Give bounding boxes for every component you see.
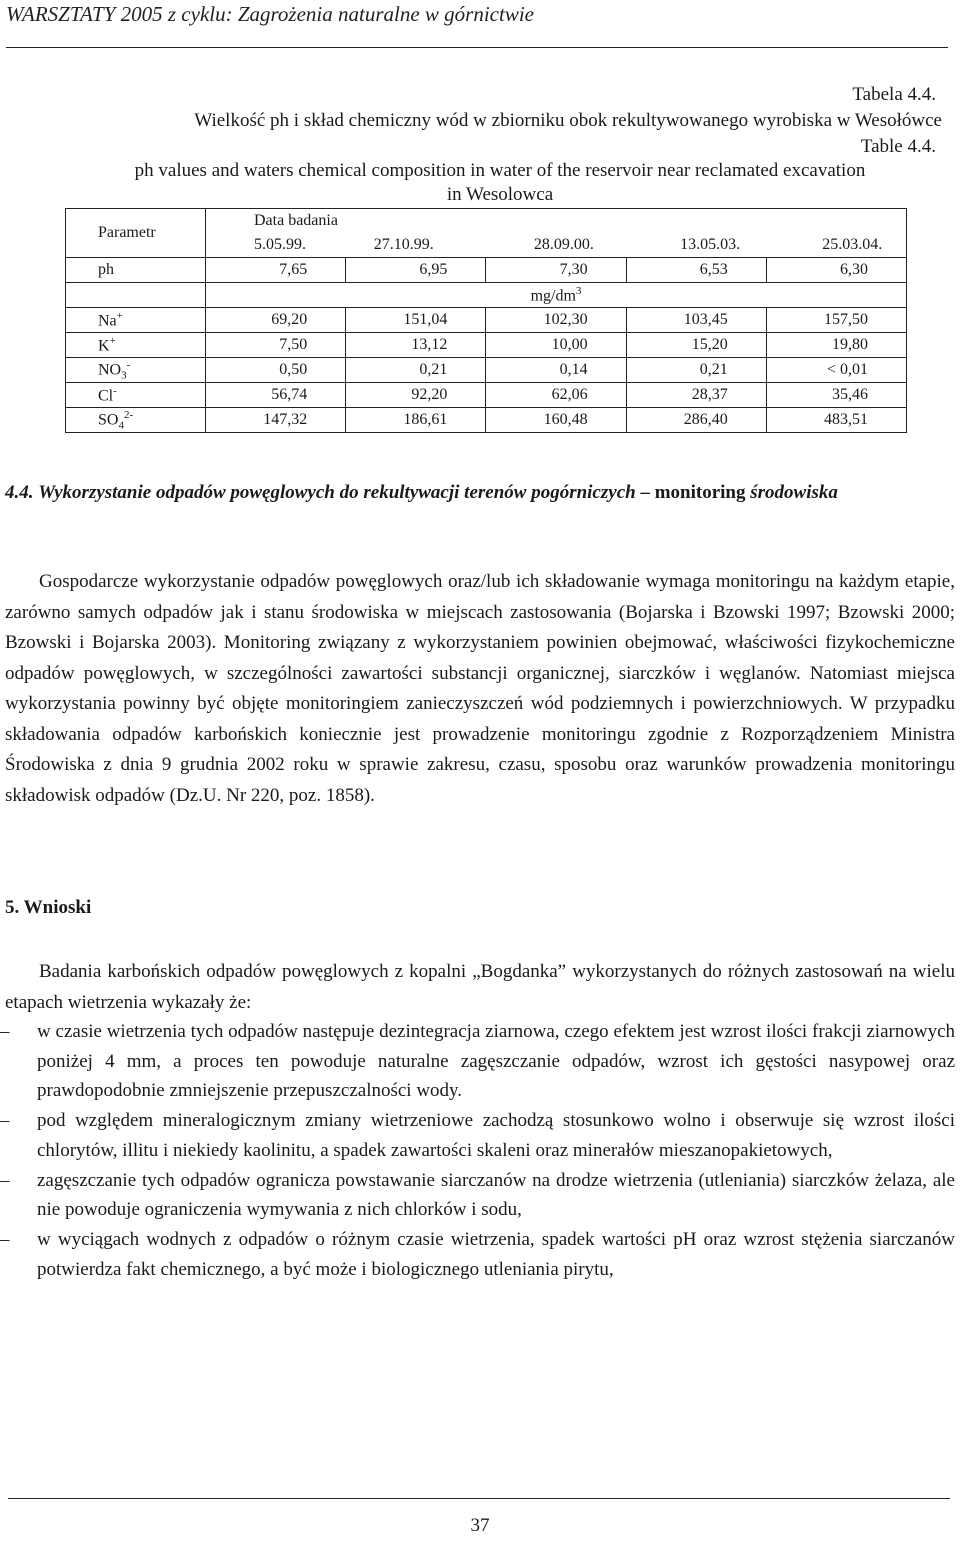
table-cell: 160,48 <box>486 408 626 433</box>
section-paragraph: Gospodarcze wykorzystanie odpadów powęglowych oraz/lub ich składowanie wymaga monitoringu na każdym etapie, zarówno samych odpadów jak i stanu środowiska w miejscach zastosowania (Bojarska i Bzowski 1997; Bzowski 2000; Bzowski i Bojarska 2003). Monitoring związany z wykorzystaniem powinien obejmować, właściwości fizykochemiczne odpadów powęglowych, w szczególności zawartości substancji organicznej, siarczków i węglanów. Natomiast miejsca wykorzystania powinny być objęte monitoringiem zanieczyszczeń wód podziemnych i powierzchniowych. W przypadku składowania odpadów karbońskich koniecznie jest prowadzenie monitoringu zgodnie z Rozporządzeniem Ministra Środowiska z dnia 9 grudnia 2002 roku w sprawie zakresu, czasu, sposobu oraz warunków prowadzenia monitoringu składowisk odpadów (Dz.U. Nr 220, poz. 1858). <box>5 571 955 806</box>
param-header: Parametr <box>98 224 156 241</box>
ion-sup: + <box>109 334 116 347</box>
ion-sub: 4 <box>118 419 124 432</box>
ph-value: 6,53 <box>626 258 766 283</box>
ph-value: 7,30 <box>486 258 626 283</box>
ion-base: Cl <box>98 387 114 405</box>
list-item-text: w czasie wietrzenia tych odpadów następuje dezintegracja ziarnowa, czego efektem jest wzrost ilości frakcji ziarnowych poniżej 4 mm, a proces ten powoduje naturalne zagęszczanie odpadów, wzrost ich gęstości nasypowej oraz prawdopodobnie zmniejszenie przepuszczalności wody. <box>37 1021 955 1102</box>
table-cell: 103,45 <box>626 308 766 333</box>
table-cell: 186,61 <box>346 408 486 433</box>
ph-value: 6,95 <box>346 258 486 283</box>
table-cell: 151,04 <box>346 308 486 333</box>
date-header: Data badania <box>254 212 338 229</box>
header-divider <box>6 47 948 48</box>
date-cell: 28.09.00. <box>486 233 626 258</box>
table-cell: 35,46 <box>766 383 906 408</box>
ion-sup: - <box>126 358 131 371</box>
list-item <box>0 1225 955 1284</box>
table-cell: 10,00 <box>486 333 626 358</box>
dash-bullet: – <box>0 1110 10 1132</box>
table-cell: 157,50 <box>766 308 906 333</box>
table-row <box>66 358 907 383</box>
dash-bullet: – <box>0 1228 10 1250</box>
ion-sup: + <box>116 309 123 322</box>
section-title-dash: – <box>635 482 655 503</box>
table-cell: 0,21 <box>626 358 766 383</box>
table-cell: 0,14 <box>486 358 626 383</box>
list-item <box>0 1017 955 1106</box>
section-title-italic: Wykorzystanie odpadów powęglowych do rekultywacji terenów pogórniczych <box>38 482 636 503</box>
table-row <box>66 408 907 433</box>
table-cell: 483,51 <box>766 408 906 433</box>
running-header: WARSZTATY 2005 z cyklu: Zagrożenia naturalne w górnictwie <box>6 2 534 26</box>
table-cell: 0,50 <box>206 358 346 383</box>
table-title-pl: Wielkość ph i skład chemiczny wód w zbiorniku obok rekultywowanego wyrobiska w Wesołówce <box>194 110 942 131</box>
unit-cell <box>206 283 907 308</box>
date-header-cell <box>206 209 907 234</box>
table-title-en-line2: in Wesolowca <box>446 184 554 205</box>
table-cell: 56,74 <box>206 383 346 408</box>
ph-value: 7,65 <box>206 258 346 283</box>
ion-sup: 2- <box>123 408 134 421</box>
table-label-pl: Tabela 4.4. <box>852 84 936 105</box>
table-row <box>66 383 907 408</box>
ion-base: SO <box>98 411 119 429</box>
table-cell: 28,37 <box>626 383 766 408</box>
list-item-text: zagęszczanie tych odpadów ogranicza powstawanie siarczanów na drodze wietrzenia (utleniania) siarczków żelaza, ale nie powoduje ograniczenia wymywania z nich chlorków i sodu, <box>37 1169 955 1221</box>
section-title-end: środowiska <box>750 482 838 503</box>
table-cell: < 0,01 <box>766 358 906 383</box>
dash-bullet: – <box>0 1169 10 1191</box>
table-cell: 102,30 <box>486 308 626 333</box>
table-title-en-line1: ph values and waters chemical composition in water of the reservoir near reclamated excavation <box>134 160 866 181</box>
ion-base: NO <box>98 361 122 379</box>
date-cell: 27.10.99. <box>346 233 486 258</box>
list-item-text: pod względem mineralogicznym zmiany wietrzeniowe zachodzą stosunkowo wolno i obserwuje się wzrost ilości chlorytów, illitu i niekiedy kaolinitu, a spadek zawartości skaleni oraz minerałów mieszanopakietowych, <box>37 1110 955 1161</box>
table-cell: 62,06 <box>486 383 626 408</box>
ion-sub: 3 <box>121 369 127 382</box>
ph-value: 6,30 <box>766 258 906 283</box>
table-cell: 286,40 <box>626 408 766 433</box>
table-label-en: Table 4.4. <box>860 136 936 157</box>
table-cell: 15,20 <box>626 333 766 358</box>
page-number: 37 <box>470 1515 490 1536</box>
table-cell: 19,80 <box>766 333 906 358</box>
section-number: 4.4. <box>5 482 34 503</box>
unit-sup: 3 <box>575 284 582 297</box>
section-heading <box>5 478 955 508</box>
table-cell: 69,20 <box>206 308 346 333</box>
chemistry-table <box>65 208 907 433</box>
dash-bullet: – <box>0 1021 10 1042</box>
table-cell: 7,50 <box>206 333 346 358</box>
ion-sup: - <box>113 384 117 397</box>
list-item <box>0 1106 955 1165</box>
unit-spacer <box>66 283 206 308</box>
table-cell: 0,21 <box>346 358 486 383</box>
table-cell: 92,20 <box>346 383 486 408</box>
table-row <box>66 333 907 358</box>
table-cell: 147,32 <box>206 408 346 433</box>
table-cell: 13,12 <box>346 333 486 358</box>
conclusions-heading: 5. Wnioski <box>5 897 92 918</box>
conclusions-list <box>0 1017 955 1284</box>
date-cell: 25.03.04. <box>766 233 906 258</box>
list-item <box>0 1166 955 1225</box>
date-cell: 13.05.03. <box>626 233 766 258</box>
unit-base: mg/dm <box>530 287 576 305</box>
date-cell: 5.05.99. <box>206 233 346 258</box>
footer-divider <box>8 1498 950 1499</box>
param-header-cell <box>66 209 206 258</box>
ion-base: K <box>98 337 110 355</box>
list-item-text: w wyciągach wodnych z odpadów o różnym czasie wietrzenia, spadek wartości pH oraz wzrost stężenia siarczanów potwierdza fakt chemicznego, a być może i biologicznego utleniania pirytu, <box>37 1228 955 1280</box>
ph-label: ph <box>66 258 206 283</box>
conclusions-intro: Badania karbońskich odpadów powęglowych z kopalni „Bogdanka” wykorzystanych do różnych zastosowań na wielu etapach wietrzenia wykazały że: <box>5 961 955 1013</box>
table-row <box>66 308 907 333</box>
ion-base: Na <box>98 312 117 330</box>
section-title-bold: monitoring <box>654 482 746 503</box>
